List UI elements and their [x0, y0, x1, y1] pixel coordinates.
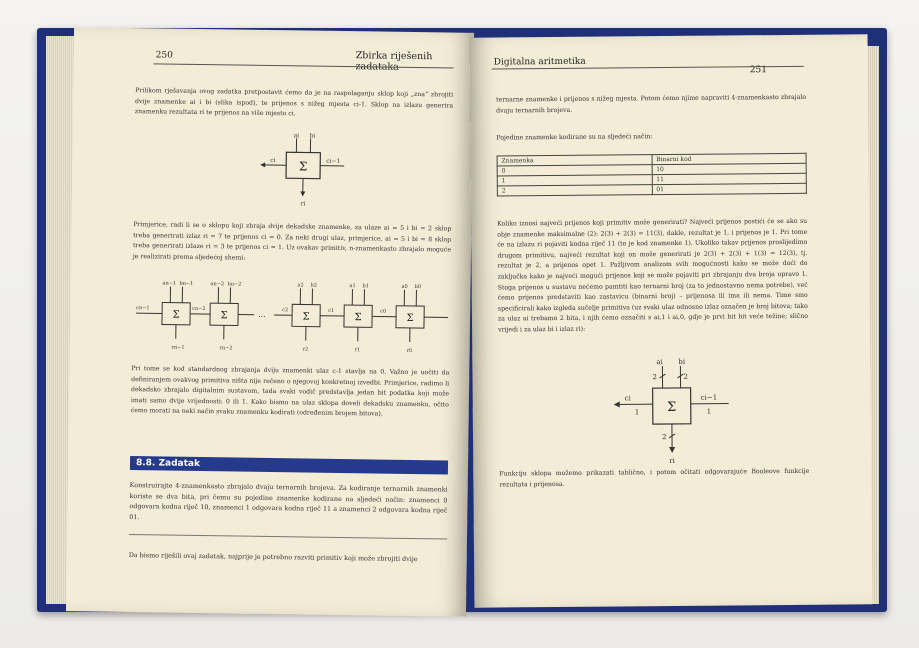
label-a-n-1: an−1	[162, 280, 177, 287]
fig1-b-label: bi	[309, 132, 316, 140]
column-header-digit: Znamenka	[497, 155, 652, 166]
fig3-cout-width: 1	[634, 408, 640, 417]
fig3-b-label: bi	[678, 357, 686, 366]
fig3-r-width: 2	[661, 433, 667, 442]
figure-sum-primitive	[248, 130, 359, 210]
label-c-n-1: cn−1	[136, 305, 150, 312]
fig1-cout-label: ci	[270, 156, 276, 165]
label-c-1: c1	[328, 307, 335, 314]
figure-n-digit-adder	[132, 276, 455, 360]
label-a-2: a2	[297, 282, 304, 289]
section-heading-bar: 8.8. Zadatak	[130, 456, 448, 474]
fig1-sigma: Σ	[298, 159, 308, 174]
label-c-2: c2	[282, 307, 289, 314]
label-r-2: r2	[302, 346, 309, 353]
right-running-head: Digitalna aritmetika	[493, 56, 586, 68]
label-r-1: r1	[354, 347, 361, 354]
label-c-n-2: cn−2	[192, 305, 206, 313]
fig1-r-arrow	[300, 191, 305, 196]
left-paragraph-4: Da bismo riješili ovaj zadatak, najprije je potrebno razviti primitiv koji može zbrojiti dvije	[128, 551, 418, 564]
cell-code: 11	[652, 173, 807, 184]
label-a-0: a0	[401, 283, 408, 290]
fig3-b-width: 2	[683, 372, 688, 381]
label-b-0: b0	[414, 284, 421, 291]
fig3-cout-arrow	[614, 401, 620, 407]
figure-ternary-primitive	[608, 355, 739, 466]
adder-box-0-sigma: Σ	[406, 312, 414, 325]
adder-box-n-2-sigma: Σ	[220, 310, 228, 322]
adder-box-n-1-sigma: Σ	[172, 309, 180, 321]
fig1-cin-label: ci−1	[326, 157, 341, 165]
fig3-a-label: ai	[656, 358, 663, 367]
left-running-head: Zbirka riješenih	[355, 50, 433, 63]
fig3-r-label: ri	[669, 456, 675, 466]
adder-box-2-sigma: Σ	[302, 311, 310, 323]
label-r-n-2: rn−2	[219, 345, 233, 352]
fig3-cout-label: ci	[624, 394, 631, 403]
label-c-0: c0	[380, 308, 387, 315]
label-a-1: a1	[349, 283, 356, 290]
task-end-rule	[129, 534, 447, 539]
label-a-n-2: an−2	[210, 281, 225, 288]
fig3-cin-label: ci−1	[700, 393, 718, 402]
right-page	[470, 34, 873, 607]
adder-box-1-sigma: Σ	[354, 312, 362, 324]
left-paragraph-2: Primjerice, radi li se o sklopu koji zbraja dvije dekadske znamenke, za ulaze ai = 5 i bi = 2 sklop treba generirati izlaz ri = 7 te prijenos ci = 0. Za neki drugi ulaz, primjerice, ai = 5 i bi = 8 sklop treba generirati izlaze ri = 3 te prijenos ci = 1. Uz ovakav primitiv, n-znamenkasto zbrajalo moguće je realizirati prema sljedećoj shemi:	[132, 221, 452, 262]
fig1-a-label: ai	[293, 132, 300, 140]
label-b-n-1: bn−1	[179, 280, 194, 287]
table-intro: Pojedine znamenke kodirane su na sljedeći način:	[496, 133, 653, 142]
fig3-a-width: 2	[652, 373, 657, 382]
right-paragraph-2: Koliko iznosi najveći prijenos koji primitiv može generirati? Najveći prijenos postići će se ako su obje znamenke maksimalne (2): 2(3) + 2(3) = 11(3), dakle, rezultat je 1, i prijenos je 1. Pri tome će na izlazu ri pojaviti kodna riječ 11 (to je kod znamenke 1). Ukoliko takav prijenos proslijedimo drugom primitivu, najveći rezultat koji on može generirati je 2(3) + 2(3) + 1(3) = 12(3), tj. rezultat je 2, a prijenos opet 1. Pažljivom analizom svih mogućnosti kako se može doći do zaključka kako je najveći mogući prijenos koji se može pojaviti pri zbrajanju dva broja upravo 1. Stoga prijenos u sustavu nećemo pamtiti kao ternarni broj (za to jednostavno nema potrebe), već ćemo prijenos predstaviti kao zastavicu (binarni broj) – prijenosa ili ima ili nema. Time smo specificirali kako izgleda sučelje primitiva (uz svaki ulaz odnosno izlaz označen je broj bitova; tako za ulaz ai trebamo 2 bita, i njih ćemo označiti s ai,1 i ai,0, gdje je prvi bit bit veće težine; slično vrijedi i za ulaz bi i izlaz ri):	[497, 217, 808, 334]
label-b-2: b2	[310, 282, 317, 289]
table-row	[497, 183, 806, 196]
label-r-n-1: rn−1	[171, 344, 185, 351]
cell-digit: 0	[497, 165, 652, 176]
column-header-code: Binarni kod	[652, 153, 807, 164]
left-paragraph-3: Pri tome se kod standardnog zbrajanja dviju znamenki ulaz c-1 stavlja na 0. Važno je uočiti da definiranjem ovakvog primitiva ništa nije rečeno o njegovoj konkretnoj izvedbi. Primjerice, radimo li dekadsko zbrajalo digitalnim sustavom, tada svaki vodič predstavlja jedan bit podatka koji može imati samo dvije vrijednosti: 0 ili 1. Kako bismo na ulaz sklopa doveli dekadsku znamenku, očito ćemo morati na neki način svaku znamenku kodirati (određenim brojem bitova).	[130, 365, 450, 418]
cell-digit: 2	[497, 185, 652, 196]
cell-code: 10	[652, 163, 807, 174]
right-paragraph-3: Funkciju sklopa možemo prikazati tablično, i potom očitati odgovarajuće Booleove funkcije rezultata i prijenosa.	[499, 467, 810, 489]
fig3-r-arrow	[669, 447, 675, 453]
label-b-n-2: bn−2	[227, 281, 242, 288]
label-r-0: r0	[406, 347, 413, 354]
left-page-number: 250	[155, 50, 173, 61]
fig3-sigma: Σ	[667, 399, 677, 416]
right-page-number: 251	[749, 65, 768, 76]
fig1-r-label: ri	[300, 200, 306, 208]
right-paragraph-1: ternarne znamenke i prijenos s nižeg mjesta. Potom ćemo njime napraviti 4-znamenkasto zbrajalo dvaju ternarnih brojeva.	[496, 93, 807, 115]
task-text: Konstruirajte 4-znamenkasto zbrajalo dvaju ternarnih brojeva. Za kodiranje ternarnih znamenki koriste se dva bita, pri čemu su pojedine znamenke kodirane na sljedeći način: znamenci 0 odgovara kodna riječ 10, znamenci 1 odgovara kodna riječ 11 a znamenci 2 odgovara kodna riječ 01.	[129, 481, 448, 521]
fig3-cin-width: 1	[706, 407, 712, 416]
left-paragraph-1: Prilikom rješavanja ovog zadatka pretpostavit ćemo da je na raspolaganju sklop koji „zna“ zbrojiti dvije znamenke ai i bi (slika ispod), te prijenos s nižeg mjesta ci-1. Sklop na izlazu generira znamenku rezultata ri te prijenos na više mjesto ci.	[134, 87, 454, 118]
code-table	[497, 153, 807, 197]
left-page	[66, 27, 474, 617]
cell-digit: 1	[497, 175, 652, 186]
fig1-cout-arrow	[260, 162, 265, 167]
label-b-1: b1	[362, 283, 369, 290]
ellipsis: ...	[258, 309, 266, 319]
cell-code: 01	[652, 183, 807, 194]
